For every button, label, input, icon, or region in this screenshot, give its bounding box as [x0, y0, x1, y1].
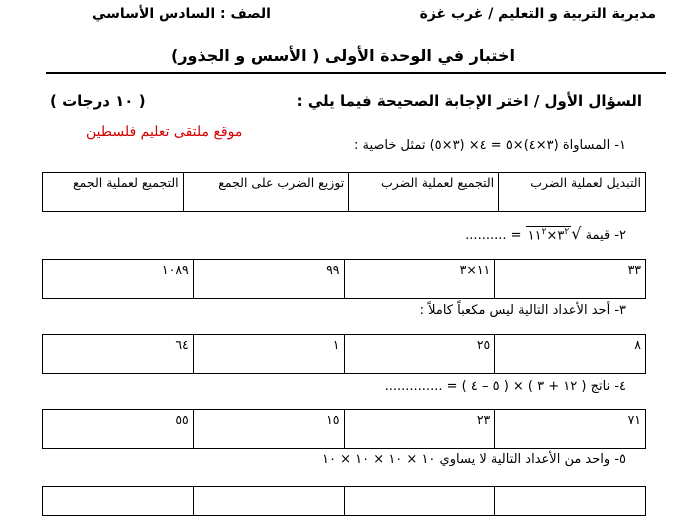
option[interactable]: ٥٥ [43, 410, 194, 449]
option[interactable]: ٩٩ [193, 260, 344, 299]
option[interactable]: ٢٥ [344, 335, 495, 374]
option[interactable]: ٧١ [495, 410, 646, 449]
option[interactable]: ١ [193, 335, 344, 374]
title-divider [46, 72, 666, 74]
item-2-prefix: ٢- قيمة [585, 228, 626, 243]
option[interactable]: ١١×٣ [344, 260, 495, 299]
grade-header: الصف : السادس الأساسي [92, 6, 271, 22]
item-2-text: ٢- قيمة $√٣^٢\times ١١^٢$ = .......... [465, 224, 626, 243]
option[interactable]: ١٥ [193, 410, 344, 449]
option[interactable]: ٣٣ [495, 260, 646, 299]
item-4-options [42, 409, 646, 449]
option[interactable]: ٨ [495, 335, 646, 374]
item-2-suffix: = .......... [465, 228, 522, 243]
question-heading: السؤال الأول / اختر الإجابة الصحيحة فيما يلي : [296, 92, 642, 110]
item-5-text: ٥- واحد من الأعداد التالية لا يساوي ١٠ × ١٠ × ١٠ × ١٠ [322, 452, 626, 467]
site-watermark: موقع ملتقى تعليم فلسطين [86, 124, 243, 140]
option[interactable]: التجميع لعملية الضرب [349, 173, 499, 212]
item-1-options [42, 172, 646, 212]
item-3-text: ٣- أحد الأعداد التالية ليس مكعباً كاملاً : [419, 303, 626, 318]
marks-label: ( ١٠ درجات ) [50, 92, 146, 110]
option[interactable] [43, 487, 194, 516]
option[interactable]: التبديل لعملية الضرب [499, 173, 646, 212]
directorate-header: مديرية التربية و التعليم / غرب غزة [419, 6, 656, 22]
option[interactable]: ٦٤ [43, 335, 194, 374]
item-1-text: ١- المساواة (٣×٤)×٥ = ٤× (٣×٥) تمثل خاصية : [353, 138, 626, 153]
exam-title: اختبار في الوحدة الأولى ( الأسس و الجذور) [171, 46, 515, 65]
option[interactable] [344, 487, 495, 516]
radical-expression: $٣^٢\times ١١^٢$ [527, 226, 570, 243]
item-5-options [42, 486, 646, 516]
item-4-text: ٤- ناتج ( ١٢ + ٣ ) × ( ٥ – ٤ ) = .............. [384, 379, 626, 394]
option[interactable]: توزيع الضرب على الجمع [183, 173, 349, 212]
option[interactable] [193, 487, 344, 516]
option[interactable]: التجميع لعملية الجمع [43, 173, 184, 212]
option[interactable]: ٢٣ [344, 410, 495, 449]
item-2-options [42, 259, 646, 299]
option[interactable]: ١٠٨٩ [43, 260, 194, 299]
option[interactable] [495, 487, 646, 516]
item-3-options [42, 334, 646, 374]
